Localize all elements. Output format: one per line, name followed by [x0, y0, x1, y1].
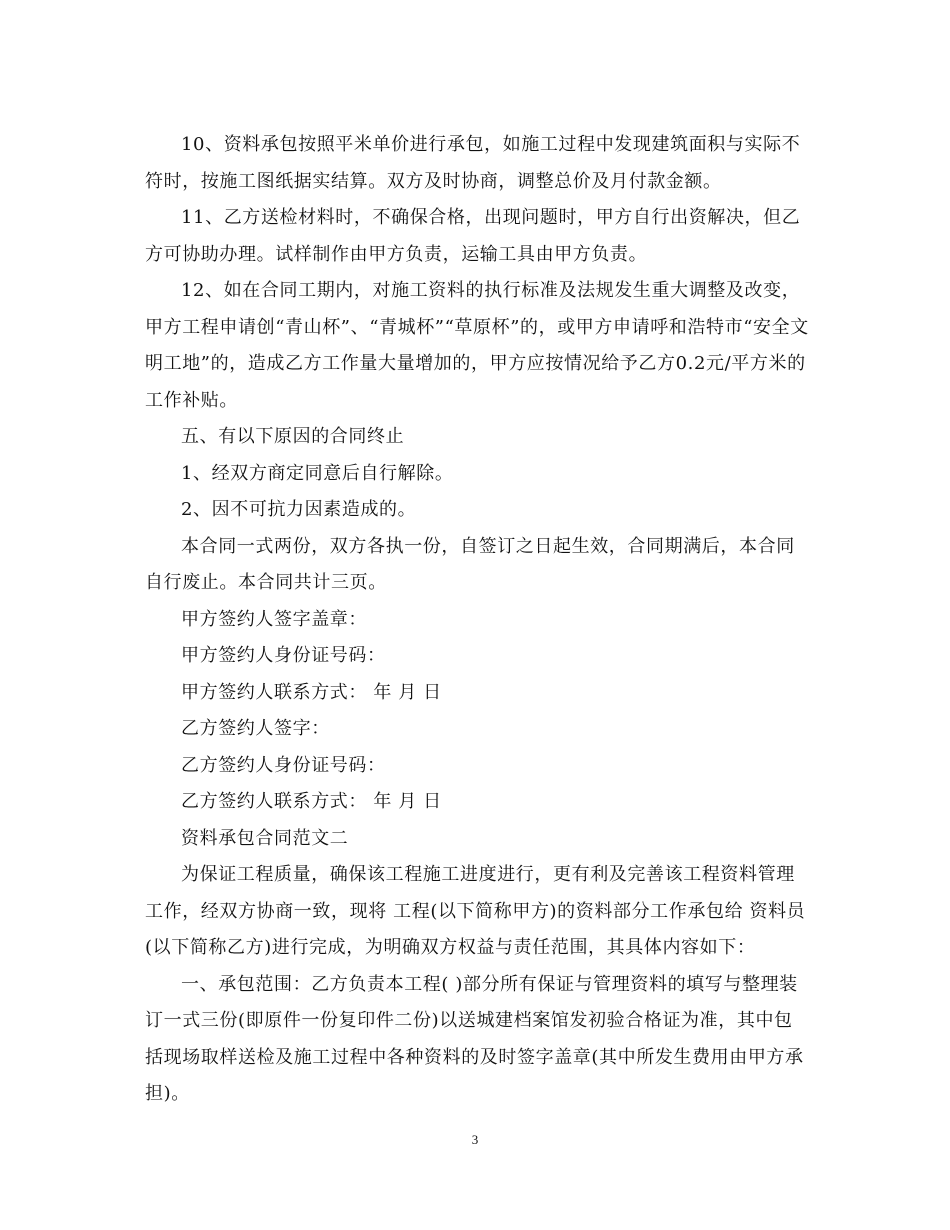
party-b-contact-line: 乙方签约人联系方式： 年 月 日 [181, 791, 442, 812]
party-a-contact-line: 甲方签约人联系方式： 年 月 日 [181, 681, 442, 703]
sample-two-intro: 为保证工程质量，确保该工程施工进度进行，更有利及完善该工程资料管理工作，经双方协商一致，现将 工程(以下简称甲方)的资料部分工作承包给 资料员(以下简称乙方)进行完成，为明确双方权益与责任范围，其具体内容如下： [145, 864, 806, 958]
party-a-id-line: 甲方签约人身份证号码： [181, 645, 386, 666]
clause-10: 10、资料承包按照平米单价进行承包，如施工过程中发现建筑面积与实际不符时，按施工图纸据实结算。双方及时协商，调整总价及月付款金额。 [145, 134, 801, 192]
party-a-signature-line: 甲方签约人签字盖章： [181, 608, 367, 630]
party-b-signature-line: 乙方签约人签字： [181, 718, 330, 739]
party-b-id-line: 乙方签约人身份证号码： [181, 754, 386, 776]
contract-validity: 本合同一式两份，双方各执一份，自签订之日起生效，合同期满后，本合同自行废止。本合同共计三页。 [145, 535, 795, 593]
termination-item-2: 2、因不可抗力因素造成的。 [181, 499, 417, 520]
page-number: 3 [471, 1132, 479, 1147]
termination-item-1: 1、经双方商定同意后自行解除。 [181, 462, 454, 484]
section-heading-termination: 五、有以下原因的合同终止 [181, 426, 405, 447]
document-body [145, 127, 810, 1113]
clause-11: 11、乙方送检材料时，不确保合格，出现问题时，甲方自行出资解决，但乙方可协助办理。试样制作由甲方负责，运输工具由甲方负责。 [145, 207, 801, 265]
sample-two-scope: 一、承包范围：乙方负责本工程( )部分所有保证与管理资料的填写与整理装订一式三份(即原件一份复印件二份)以送城建档案馆发初验合格证为准，其中包括现场取样送检及施工过程中各种资料的及时签字盖章(其中所发生费用由甲方承担)。 [145, 973, 804, 1104]
sample-two-title: 资料承包合同范文二 [181, 827, 349, 849]
clause-12: 12、如在合同工期内，对施工资料的执行标准及法规发生重大调整及改变，甲方工程申请创“青山杯”、“青城杯”“草原杯”的，或甲方申请呼和浩特市“安全文明工地”的，造成乙方工作量大量增加的，甲方应按情况给予乙方0.2元/平方米的工作补贴。 [145, 280, 809, 411]
